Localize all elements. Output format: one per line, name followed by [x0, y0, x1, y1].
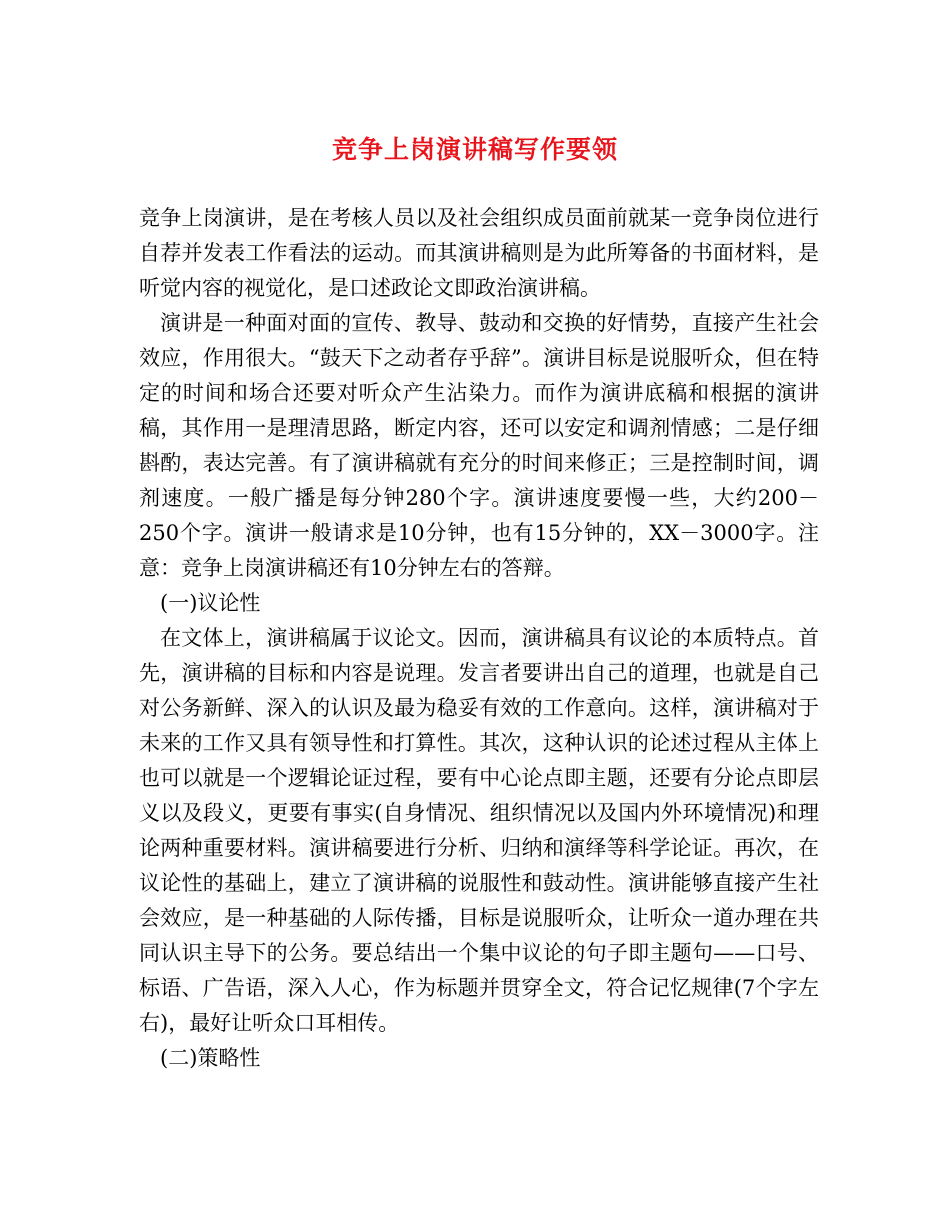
- section-heading-strategic: (二)策略性: [160, 1046, 261, 1070]
- paragraph-intro: 竞争上岗演讲，是在考核人员以及社会组织成员面前就某一竞争岗位进行自荐并发表工作看法的运动。而其演讲稿则是为此所筹备的书面材料，是听觉内容的视觉化，是口述政论文即政治演讲稿。: [139, 206, 819, 300]
- document-title: 竞争上岗演讲稿写作要领: [331, 135, 618, 164]
- paragraph-speech-function: 演讲是一种面对面的宣传、教导、鼓动和交换的好情势，直接产生社会效应，作用很大。“鼓天下之动者存乎辞”。演讲目标是说服听众，但在特定的时间和场合还要对听众产生沾染力。而作为演讲底稿和根据的演讲稿，其作用一是理清思路，断定内容，还可以安定和调剂情感；二是仔细斟酌，表达完善。有了演讲稿就有充分的时间来修正；三是控制时间，调剂速度。一般广播是每分钟280个字。演讲速度要慢一些，大约200－250个字。演讲一般请求是10分钟，也有15分钟的，XX－3000字。注意：竞争上岗演讲稿还有10分钟左右的答辩。: [139, 311, 819, 580]
- paragraph-argumentative: 在文体上，演讲稿属于议论文。因而，演讲稿具有议论的本质特点。首先，演讲稿的目标和内容是说理。发言者要讲出自己的道理，也就是自己对公务新鲜、深入的认识及最为稳妥有效的工作意向。这样，演讲稿对于未来的工作又具有领导性和打算性。其次，这种认识的论述过程从主体上也可以就是一个逻辑论证过程，要有中心论点即主题，还要有分论点即层义以及段义，更要有事实(自身情况、组织情况以及国内外环境情况)和理论两种重要材料。演讲稿要进行分析、归纳和演绎等科学论证。再次，在议论性的基础上，建立了演讲稿的说服性和鼓动性。演讲能够直接产生社会效应，是一种基础的人际传播，目标是说服听众，让听众一道办理在共同认识主导下的公务。要总结出一个集中议论的句子即主题句——口号、标语、广告语，深入人心，作为标题并贯穿全文，符合记忆规律(7个字左右)，最好让听众口耳相传。: [139, 626, 819, 1035]
- document-body: [139, 201, 819, 1076]
- section-heading-argumentative: (一)议论性: [160, 591, 261, 615]
